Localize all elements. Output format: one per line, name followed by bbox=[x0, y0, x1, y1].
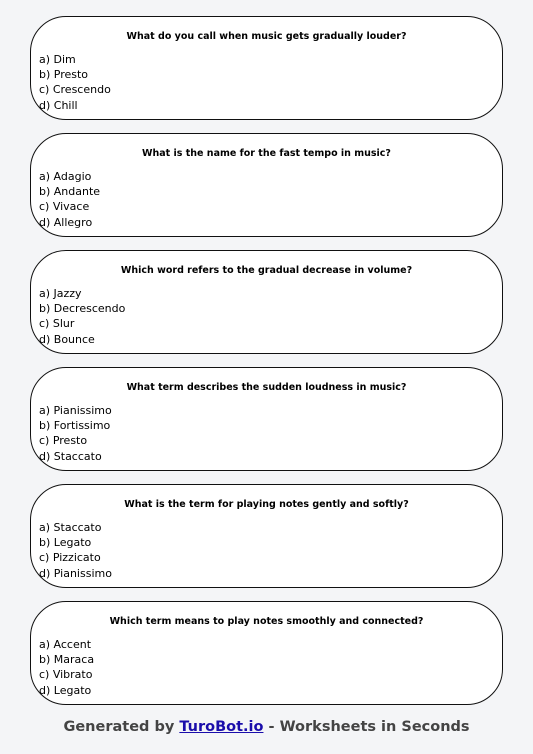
option-c: c) Crescendo bbox=[39, 83, 111, 97]
option-d: d) Allegro bbox=[39, 215, 93, 229]
question-card bbox=[30, 250, 503, 354]
option-b: b) Maraca bbox=[39, 653, 95, 667]
footer bbox=[0, 719, 533, 735]
footer-prefix: Generated by bbox=[63, 719, 180, 735]
question-text: What is the term for playing notes gently and softly? bbox=[124, 499, 409, 510]
option-b: b) Fortissimo bbox=[39, 419, 111, 433]
option-list bbox=[39, 52, 111, 113]
question-text: What is the name for the fast tempo in music? bbox=[142, 148, 391, 159]
option-d: d) Legato bbox=[39, 683, 92, 697]
question-text: Which term means to play notes smoothly and connected? bbox=[109, 616, 424, 627]
option-d: d) Staccato bbox=[39, 449, 102, 463]
question-card bbox=[30, 133, 503, 237]
option-c: c) Vibrato bbox=[39, 668, 93, 682]
option-b: b) Andante bbox=[39, 185, 101, 199]
option-list bbox=[39, 637, 94, 698]
option-d: d) Chill bbox=[39, 98, 78, 112]
question-text: Which word refers to the gradual decrease in volume? bbox=[120, 265, 413, 276]
option-b: b) Decrescendo bbox=[39, 302, 126, 316]
option-c: c) Pizzicato bbox=[39, 551, 101, 565]
option-a: a) Accent bbox=[39, 638, 92, 651]
option-a: a) Jazzy bbox=[39, 287, 82, 300]
option-list bbox=[39, 169, 100, 230]
question-text: What do you call when music gets gradually louder? bbox=[126, 31, 407, 42]
question-card bbox=[30, 16, 503, 120]
option-b: b) Legato bbox=[39, 536, 92, 550]
option-c: c) Vivace bbox=[39, 200, 90, 214]
option-list bbox=[39, 520, 112, 581]
option-list bbox=[39, 286, 125, 347]
option-a: a) Adagio bbox=[39, 170, 92, 183]
option-b: b) Presto bbox=[39, 68, 89, 82]
option-list bbox=[39, 403, 112, 464]
option-d: d) Bounce bbox=[39, 332, 95, 346]
option-c: c) Slur bbox=[39, 317, 75, 331]
worksheet bbox=[30, 16, 503, 718]
option-c: c) Presto bbox=[39, 434, 88, 448]
option-a: a) Dim bbox=[39, 53, 76, 66]
option-a: a) Pianissimo bbox=[39, 404, 112, 417]
question-text: What term describes the sudden loudness in music? bbox=[126, 382, 407, 393]
question-card bbox=[30, 484, 503, 588]
turobot-link[interactable]: TuroBot.io bbox=[179, 719, 264, 735]
footer-suffix: - Worksheets in Seconds bbox=[263, 719, 470, 735]
question-card bbox=[30, 367, 503, 471]
question-card bbox=[30, 601, 503, 705]
option-d: d) Pianissimo bbox=[39, 566, 112, 580]
option-a: a) Staccato bbox=[39, 521, 102, 534]
